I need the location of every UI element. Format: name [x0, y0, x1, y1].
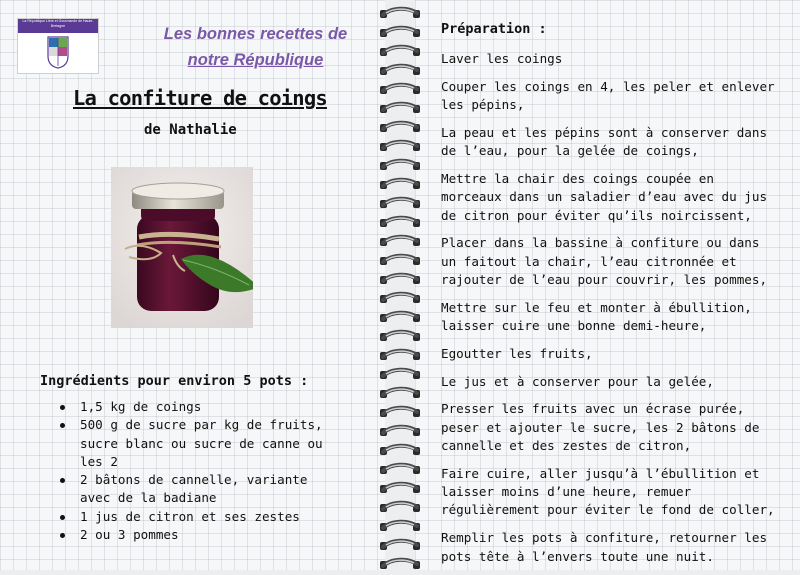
binding-ring: [380, 503, 420, 512]
ingredients-heading: Ingrédients pour environ 5 pots :: [40, 373, 309, 389]
binding-ring: [380, 541, 420, 550]
site-title-line-2: notre République: [187, 51, 324, 69]
republic-logo: [17, 18, 99, 74]
preparation-step: Placer dans la bassine à confiture ou dans un faitout la chair, l’eau citronnée et rajouter de l’eau pour couvrir, les pommes,: [441, 235, 768, 287]
preparation-step: Mettre la chair des coings coupée en morceaux dans un saladier d’eau avec du jus de citron pour éviter qu’ils noircissent,: [441, 170, 768, 223]
binding-ring: [380, 313, 420, 322]
preparation-step: Faire cuire, aller jusqu’à l’ébullition et laisser moins d’une heure, remuer régulièrement pour éviter le fond de coller,: [441, 465, 775, 518]
binding-ring: [380, 218, 420, 227]
binding-ring: [380, 351, 420, 360]
preparation-heading: Préparation :: [441, 21, 547, 37]
ingredient-item: 1 jus de citron et ses zestes: [40, 508, 345, 526]
preparation-step: Remplir les pots à confiture, retourner les pots tête à l’envers toute une nuit.: [441, 530, 768, 564]
binding-ring: [380, 199, 420, 208]
binding-ring: [380, 256, 420, 265]
binding-ring: [380, 370, 420, 379]
binding-ring: [380, 104, 420, 113]
ingredient-item: 2 bâtons de cannelle, variante avec de la badiane: [40, 471, 345, 508]
binding-ring: [380, 275, 420, 284]
binding-ring: [380, 389, 420, 398]
binding-ring: [380, 28, 420, 37]
ingredients-list: [40, 398, 345, 544]
binding-ring: [380, 123, 420, 132]
preparation-step: Couper les coings en 4, les peler et enlever les pépins,: [441, 78, 775, 113]
ingredient-item: 1,5 kg de coings: [40, 398, 345, 416]
site-title-line-1: Les bonnes recettes de: [163, 25, 348, 43]
binding-ring: [380, 180, 420, 189]
preparation-step: Mettre sur le feu et monter à ébullition, laisser cuire une bonne demi-heure,: [441, 299, 752, 334]
preparation-step: Egoutter les fruits,: [441, 345, 593, 361]
binding-ring: [380, 332, 420, 341]
binding-ring: [380, 47, 420, 56]
ingredient-item: 2 ou 3 pommes: [40, 526, 345, 544]
spiral-binding: [378, 0, 422, 570]
binding-ring: [380, 9, 420, 18]
binding-ring: [380, 85, 420, 94]
binding-ring: [380, 66, 420, 75]
binding-ring: [380, 427, 420, 436]
preparation-steps: [441, 50, 781, 575]
logo-band-text: La République Libre et Gourmande de Haute-Bretagne: [18, 19, 98, 33]
binding-ring: [380, 142, 420, 151]
binding-ring: [380, 522, 420, 531]
binding-ring: [380, 408, 420, 417]
jam-jar-photo: [111, 167, 253, 328]
binding-ring: [380, 446, 420, 455]
coat-of-arms-icon: [47, 36, 69, 69]
binding-ring: [380, 484, 420, 493]
preparation-step: Presser les fruits avec un écrase purée, peser et ajouter le sucre, les 2 bâtons de cannelle et des zestes de citron,: [441, 401, 760, 454]
preparation-step: Laver les coings: [441, 51, 563, 66]
binding-ring: [380, 161, 420, 170]
binding-ring: [380, 237, 420, 246]
binding-ring: [380, 560, 420, 569]
binding-ring: [380, 465, 420, 474]
preparation-step: Le jus et à conserver pour la gelée,: [441, 373, 714, 389]
recipe-title: La confiture de coings: [73, 86, 327, 110]
recipe-author: de Nathalie: [144, 122, 237, 138]
binding-ring: [380, 294, 420, 303]
preparation-step: La peau et les pépins sont à conserver dans de l’eau, pour la gelée de coings,: [441, 124, 768, 159]
ingredient-item: 500 g de sucre par kg de fruits, sucre blanc ou sucre de canne ou les 2: [40, 416, 345, 471]
site-title: [148, 21, 363, 73]
